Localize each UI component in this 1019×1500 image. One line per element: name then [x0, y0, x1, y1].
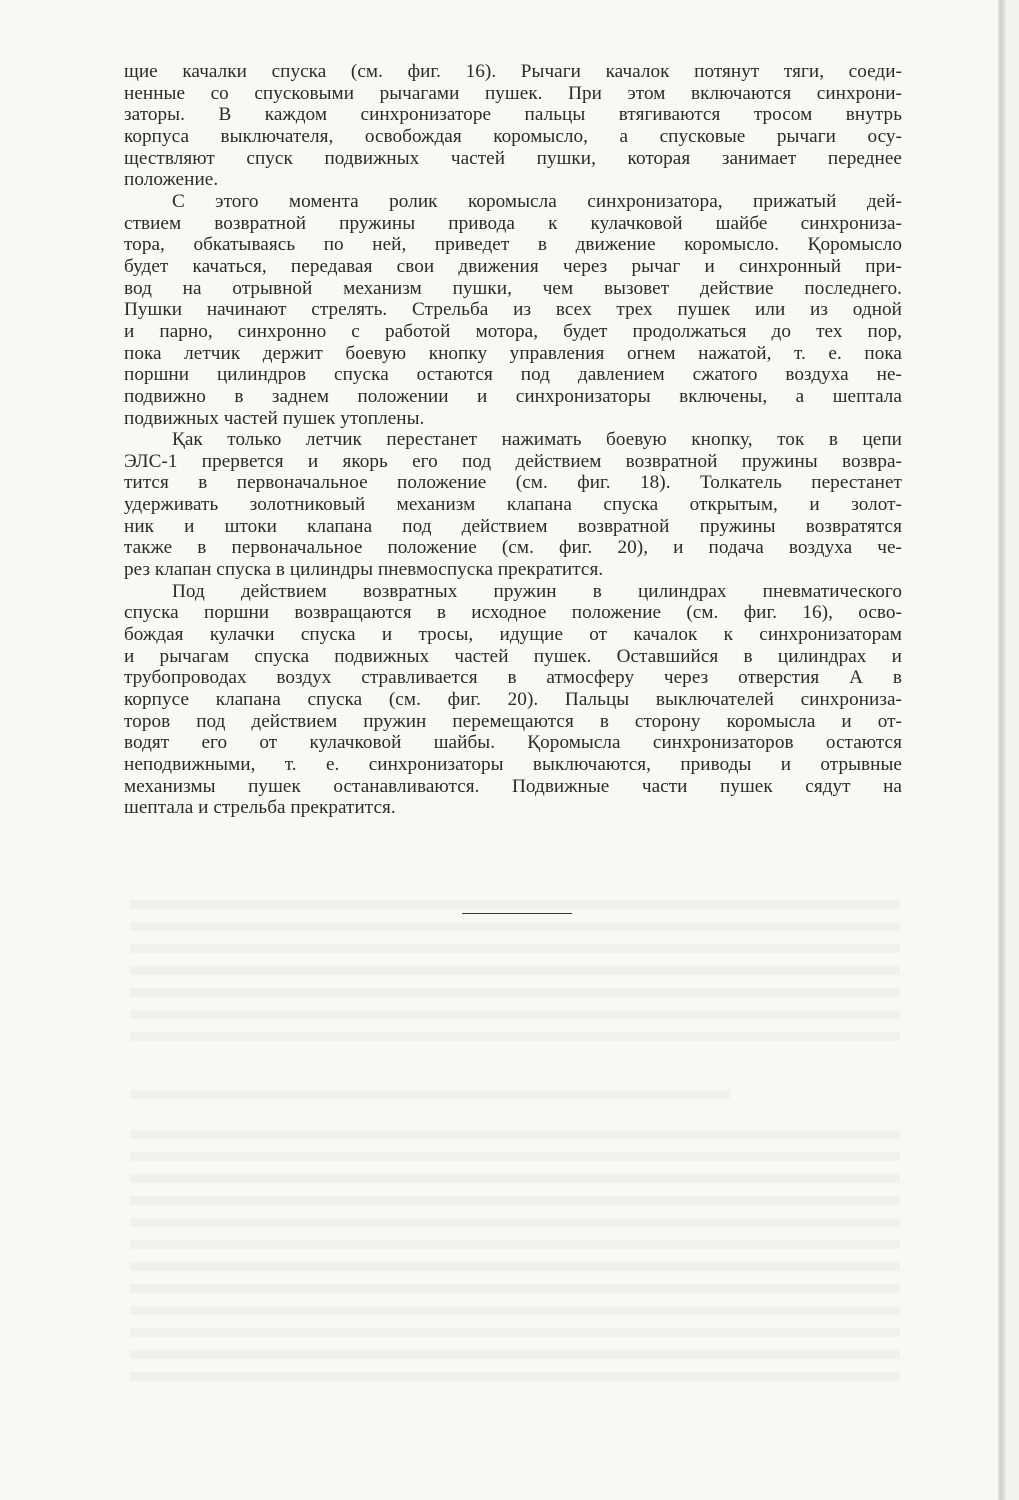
text-line: ствием возвратной пружины привода к кулачковой шайбе синхрониза- [124, 212, 902, 234]
page-edge-shadow [998, 0, 1006, 1500]
text-line: рез клапан спуска в цилиндры пневмоспуска прекратится. [124, 559, 604, 581]
text-line: тится в первоначальное положение (см. фиг. 18). Толкатель перестанет [124, 472, 902, 494]
text-line: будет качаться, передавая свои движения через рычаг и синхронный при- [124, 255, 902, 277]
show-through-line [130, 966, 900, 975]
text-line: поршни цилиндров спуска остаются под давлением сжатого воздуха не- [124, 364, 902, 386]
text-line: Қак только летчик перестанет нажимать боевую кнопку, ток в цепи [172, 429, 902, 451]
text-line: и рычагам спуска подвижных частей пушек. Оставшийся в цилиндрах и [124, 645, 902, 667]
show-through-line [130, 944, 900, 953]
paragraph [124, 191, 902, 429]
show-through-line [130, 900, 900, 909]
text-line: подвижных частей пушек утоплены. [124, 407, 425, 429]
text-line: С этого момента ролик коромысла синхронизатора, прижатый дей- [172, 190, 902, 212]
text-line: Пушки начинают стрелять. Стрельба из всех трех пушек или из одной [124, 299, 902, 321]
text-line: Под действием возвратных пружин в цилиндрах пневматического [172, 580, 902, 602]
paragraph [124, 429, 902, 581]
text-line: ЭЛС-1 прервется и якорь его под действием возвратной пружины возвра- [124, 450, 902, 472]
paragraph [124, 61, 902, 191]
show-through-line [130, 1218, 900, 1227]
text-line: трубопроводах воздух стравливается в атмосферу через отверстия А в [124, 667, 902, 689]
text-line: шептала и стрельба прекратится. [124, 797, 396, 819]
text-line: неподвижными, т. е. синхронизаторы выключаются, приводы и отрывные [124, 754, 902, 775]
text-line: пока летчик держит боевую кнопку управления огнем нажатой, т. е. пока [124, 342, 902, 364]
show-through-line [130, 1240, 900, 1249]
text-line: торов под действием пружин перемещаются в сторону коромысла и от- [124, 710, 902, 732]
text-line: тора, обкатываясь по ней, приведет в движение коромысло. Қоромысло [124, 234, 902, 256]
show-through-line [130, 1372, 900, 1381]
text-line: корпусе клапана спуска (см. фиг. 20). Пальцы выключателей синхрониза- [124, 689, 902, 711]
text-line: ществляют спуск подвижных частей пушки, которая занимает переднее [124, 147, 902, 169]
text-line: ник и штоки клапана под действием возвратной пружины возвратятся [124, 515, 902, 537]
text-line: ненные со спусковыми рычагами пушек. При этом включаются синхрони- [124, 82, 902, 104]
show-through-line [130, 1032, 900, 1041]
show-through-line [130, 1284, 900, 1293]
show-through-line [130, 1010, 900, 1019]
show-through-line [130, 1306, 900, 1315]
page-edge [1006, 0, 1019, 1500]
show-through-line [130, 1174, 900, 1183]
text-line: водят его от кулачковой шайбы. Қоромысла синхронизаторов остаются [124, 732, 902, 754]
text-line: и парно, синхронно с работой мотора, будет продолжаться до тех пор, [124, 320, 902, 342]
text-line: подвижно в заднем положении и синхронизаторы включены, а шептала [124, 385, 902, 407]
show-through-line [130, 988, 900, 997]
text-line: механизмы пушек останавливаются. Подвижные части пушек сядут на [124, 775, 902, 797]
show-through-line [130, 1130, 900, 1139]
show-through-line [130, 1196, 900, 1205]
show-through-line [130, 1090, 730, 1099]
text-line: щие качалки спуска (см. фиг. 16). Рычаги качалок потянут тяги, соеди- [124, 61, 902, 82]
section-end-rule [462, 913, 572, 914]
show-through-line [130, 1152, 900, 1161]
body-text [124, 61, 902, 819]
text-line: удерживать золотниковый механизм клапана спуска открытым, и золот- [124, 494, 902, 516]
text-line: заторы. В каждом синхронизаторе пальцы втягиваются тросом внутрь [124, 104, 902, 126]
text-line: также в первоначальное положение (см. фиг. 20), и подача воздуха че- [124, 537, 902, 559]
text-line: положение. [124, 169, 219, 191]
show-through-line [130, 1262, 900, 1271]
text-line: вод на отрывной механизм пушки, чем вызовет действие последнего. [124, 277, 902, 299]
paragraph [124, 581, 902, 819]
text-line: бождая кулачки спуска и тросы, идущие от качалок к синхронизаторам [124, 624, 902, 646]
show-through-line [130, 1350, 900, 1359]
text-line: спуска поршни возвращаются в исходное положение (см. фиг. 16), осво- [124, 602, 902, 624]
text-line: корпуса выключателя, освобождая коромысло, а спусковые рычаги осу- [124, 125, 902, 147]
show-through-line [130, 1328, 900, 1337]
show-through-line [130, 922, 900, 931]
